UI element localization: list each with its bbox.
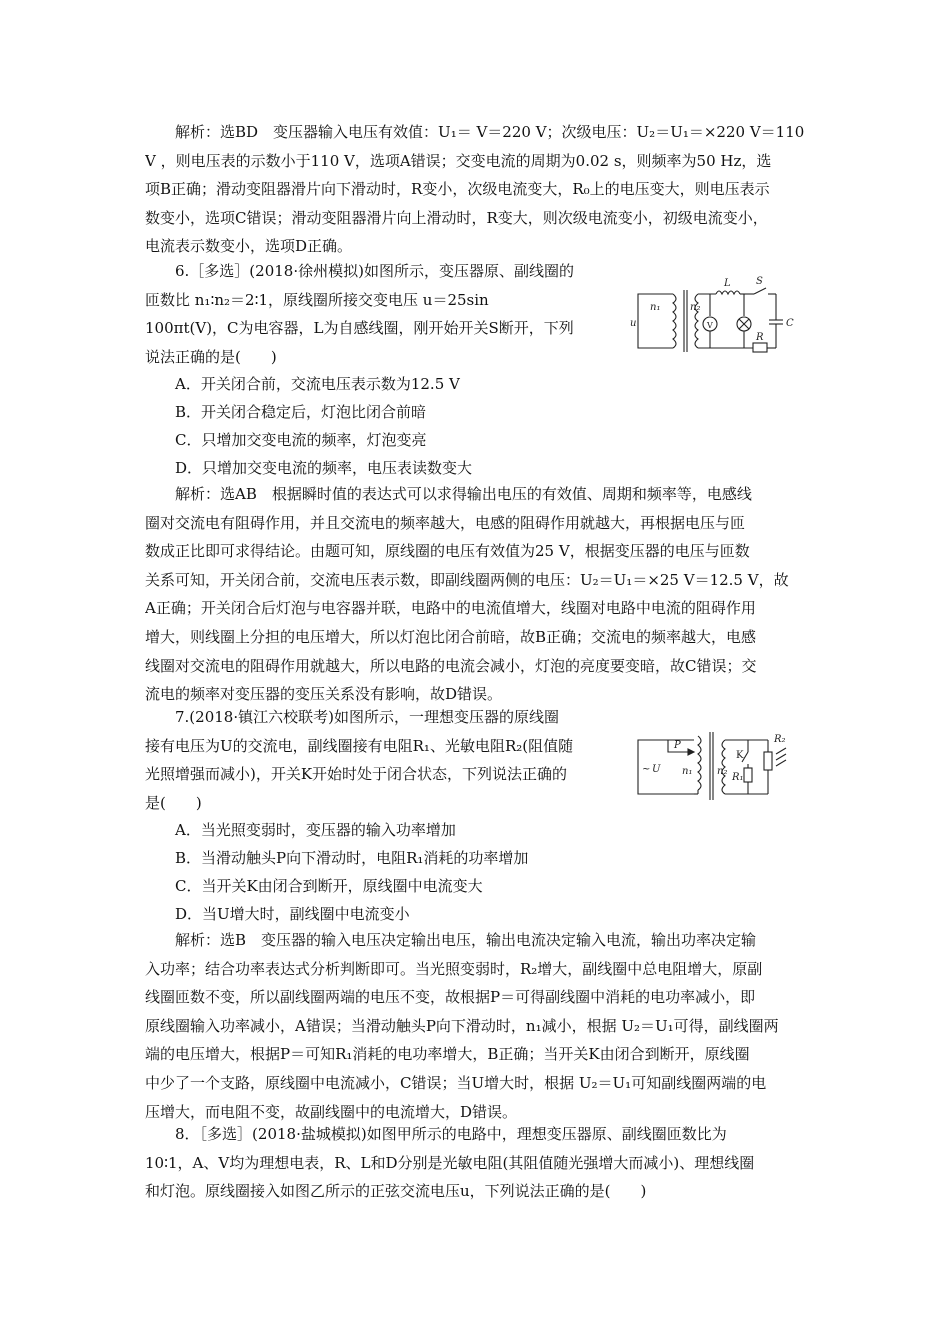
label-R1: R₁ xyxy=(732,772,744,783)
solution-6 xyxy=(145,480,810,709)
text-line: 6.［多选］(2018·徐州模拟)如图所示，变压器原、副线圈的 xyxy=(175,262,574,280)
text-line: 数成正比即可求得结论。由题可知，原线圈的电压有效值为25 V，根据变压器的电压与匝数 xyxy=(145,542,750,561)
text-line: 接有电压为U的交流电，副线圈接有电阻R₁、光敏电阻R₂(阻值随 xyxy=(145,736,574,755)
text-line: 10∶1，A、V均为理想电表，R、L和D分别是光敏电阻(其阻值随光强增大而减小)、理想线圈 xyxy=(145,1153,755,1172)
question-7-circuit-diagram xyxy=(628,722,808,802)
question-6-option-b: B．开关闭合稳定后，灯泡比闭合前暗 xyxy=(175,403,427,421)
question-8-stem xyxy=(145,1120,810,1206)
text-line: 压增大，而电阻不变，故副线圈中的电流增大，D错误。 xyxy=(145,1102,518,1121)
question-6-option-a: A．开关闭合前，交流电压表示数为12.5 V xyxy=(175,375,460,393)
text-line: 匝数比 n₁∶n₂＝2∶1，原线圈所接交变电压 u＝25sin xyxy=(145,290,489,309)
text-line: 解析：选B 变压器的输入电压决定输出电压，输出电流决定输入电流，输出功率决定输 xyxy=(175,931,757,949)
text-line: 说法正确的是( ) xyxy=(145,347,277,366)
label-n2: n₂ xyxy=(690,302,701,313)
label-U: U xyxy=(652,764,661,775)
text-line: 是( ) xyxy=(145,793,202,812)
text-line: 线圈对交流电的阻碍作用就越大，所以电路的电流会减小，灯泡的亮度要变暗，故C错误；交 xyxy=(145,656,757,675)
text-line: 入功率；结合功率表达式分析判断即可。当光照变弱时，R₂增大，副线圈中总电阻增大，原副 xyxy=(145,959,763,978)
solution-5 xyxy=(145,118,810,261)
text-line: A正确；开关闭合后灯泡与电容器并联，电路中的电流值增大，线圈对电路中电流的阻碍作用 xyxy=(145,599,756,618)
text-line: 线圈匝数不变，所以副线圈两端的电压不变，故根据P＝可得副线圈中消耗的电功率减小，即 xyxy=(145,988,756,1007)
text-line: 7.(2018·镇江六校联考)如图所示，一理想变压器的原线圈 xyxy=(175,708,559,726)
label-L: L xyxy=(724,278,731,289)
question-7-option-b: B．当滑动触头P向下滑动时，电阻R₁消耗的功率增加 xyxy=(175,849,529,867)
label-u: u xyxy=(630,318,637,329)
transformer-circuit-7 xyxy=(628,722,808,802)
transformer-circuit-6 xyxy=(628,276,808,356)
text-line: 解析：选AB 根据瞬时值的表达式可以求得输出电压的有效值、周期和频率等，电感线 xyxy=(175,485,752,503)
label-V: V xyxy=(707,321,713,330)
question-7-option-c: C．当开关K由闭合到断开，原线圈中电流变大 xyxy=(175,877,483,895)
text-line: 8．［多选］(2018·盐城模拟)如图甲所示的电路中，理想变压器原、副线圈匝数比为 xyxy=(175,1125,727,1143)
label-S: S xyxy=(756,276,763,287)
question-6-stem xyxy=(145,257,615,371)
question-7-stem xyxy=(145,703,615,817)
question-7-option-a: A．当光照变弱时，变压器的输入功率增加 xyxy=(175,821,456,839)
text-line: 端的电压增大，根据P＝可知R₁消耗的电功率增大，B正确；当开关K由闭合到断开，原线圈 xyxy=(145,1045,750,1064)
label-P: P xyxy=(674,740,681,751)
text-line: 原线圈输入功率减小，A错误；当滑动触头P向下滑动时，n₁减小，根据 U₂＝U₁可得，副线圈两 xyxy=(145,1016,779,1035)
text-line: 增大，则线圈上分担的电压增大，所以灯泡比闭合前暗，故B正确；交流电的频率越大，电感 xyxy=(145,627,757,646)
text-line: 流电的频率对变压器的变压关系没有影响，故D错误。 xyxy=(145,685,503,704)
question-6-option-c: C．只增加交变电流的频率，灯泡变亮 xyxy=(175,431,427,449)
label-tilde: ~ xyxy=(642,764,651,775)
text-line: 中少了一个支路，原线圈中电流减小，C错误；当U增大时，根据 U₂＝U₁可知副线圈两端的电 xyxy=(145,1073,767,1092)
text-line: 关系可知，开关闭合前，交流电压表示数，即副线圈两侧的电压：U₂＝U₁＝×25 V＝12.5 V，故 xyxy=(145,570,789,589)
text-line: 100πt(V)，C为电容器，L为自感线圈，刚开始开关S断开，下列 xyxy=(145,319,574,338)
text-line: 和灯泡。原线圈接入如图乙所示的正弦交流电压u，下列说法正确的是( ) xyxy=(145,1182,647,1201)
label-n2: n₂ xyxy=(717,766,728,777)
text-line: V ，则电压表的示数小于110 V，选项A错误；交变电流的周期为0.02 s，则频率为50 Hz，选 xyxy=(145,151,772,170)
label-K: K xyxy=(736,750,744,761)
label-R: R xyxy=(756,332,764,343)
label-n1: n₁ xyxy=(682,766,693,777)
text-line: 数变小，选项C错误；滑动变阻器滑片向上滑动时，R变大，则次级电流变小，初级电流变小， xyxy=(145,208,768,227)
text-line: 圈对交流电有阻碍作用，并且交流电的频率越大，电感的阻碍作用就越大，再根据电压与匝 xyxy=(145,513,746,532)
question-6-circuit-diagram xyxy=(628,276,808,356)
text-line: 项B正确；滑动变阻器滑片向下滑动时，R变小，次级电流变大，R₀上的电压变大，则电压表示 xyxy=(145,180,770,199)
text-line: 光照增强而减小)，开关K开始时处于闭合状态，下列说法正确的 xyxy=(145,765,568,784)
label-C: C xyxy=(786,318,794,329)
question-6-option-d: D．只增加交变电流的频率，电压表读数变大 xyxy=(175,459,473,477)
text-line: 电流表示数变小，选项D正确。 xyxy=(145,237,353,256)
solution-7 xyxy=(145,926,810,1126)
text-line: 解析：选BD 变压器输入电压有效值：U₁＝ V＝220 V；次级电压：U₂＝U₁＝×220 V＝110 xyxy=(175,123,805,141)
label-R2: R₂ xyxy=(774,734,786,745)
question-7-option-d: D．当U增大时，副线圈中电流变小 xyxy=(175,905,410,923)
label-n1: n₁ xyxy=(650,302,661,313)
